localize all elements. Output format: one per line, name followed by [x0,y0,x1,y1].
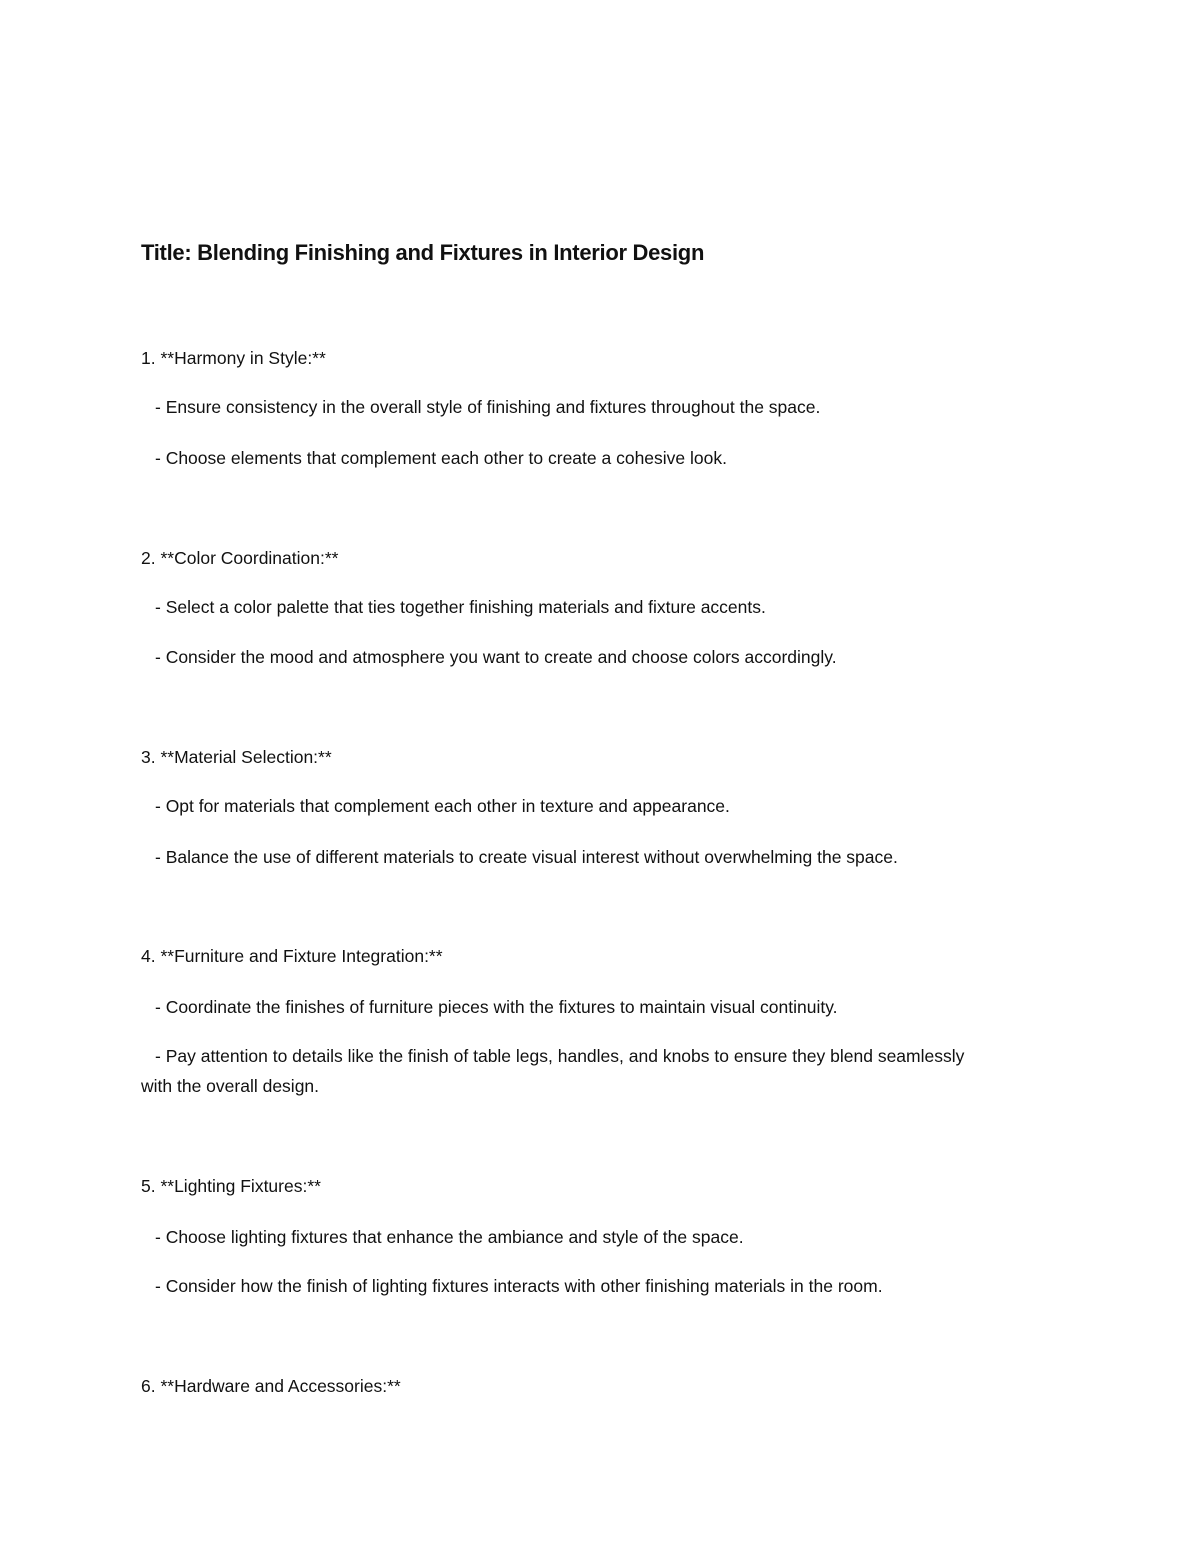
section-2-bullet-1 [141,592,1041,622]
bullet-text: - Choose lighting fixtures that enhance the ambiance and style of the space. [155,1227,744,1247]
bullet-text: - Opt for materials that complement each other in texture and appearance. [155,796,730,816]
section-3-bullet-2 [141,842,1041,872]
section-heading-6: 6. **Hardware and Accessories:** [141,1376,401,1396]
section-5-bullet-1 [141,1222,1041,1252]
section-3-bullet-1 [141,791,1041,821]
section-1-bullet-2 [141,443,1041,473]
bullet-text: - Pay attention to details like the finish of table legs, handles, and knobs to ensure they blend seamlessly with the overall design. [141,1046,965,1096]
section-4-bullet-2 [141,1041,991,1101]
section-heading-4: 4. **Furniture and Fixture Integration:** [141,946,443,966]
bullet-text: - Coordinate the finishes of furniture pieces with the fixtures to maintain visual continuity. [155,997,838,1017]
bullet-text: - Balance the use of different materials to create visual interest without overwhelming the space. [155,847,898,867]
bullet-text: - Select a color palette that ties together finishing materials and fixture accents. [155,597,766,617]
document-title: Title: Blending Finishing and Fixtures in Interior Design [141,240,705,265]
section-heading-1: 1. **Harmony in Style:** [141,348,326,368]
bullet-text: - Consider how the finish of lighting fixtures interacts with other finishing materials in the room. [155,1276,883,1296]
section-2-bullet-2 [141,642,1041,672]
section-heading-3: 3. **Material Selection:** [141,747,332,767]
bullet-text: - Consider the mood and atmosphere you want to create and choose colors accordingly. [155,647,837,667]
bullet-text: - Choose elements that complement each other to create a cohesive look. [155,448,727,468]
section-1-bullet-1 [141,392,1041,422]
section-4-bullet-1 [141,992,1041,1022]
bullet-text: - Ensure consistency in the overall style of finishing and fixtures throughout the space. [155,397,821,417]
section-heading-5: 5. **Lighting Fixtures:** [141,1176,321,1196]
section-heading-2: 2. **Color Coordination:** [141,548,339,568]
section-5-bullet-2 [141,1271,1041,1301]
